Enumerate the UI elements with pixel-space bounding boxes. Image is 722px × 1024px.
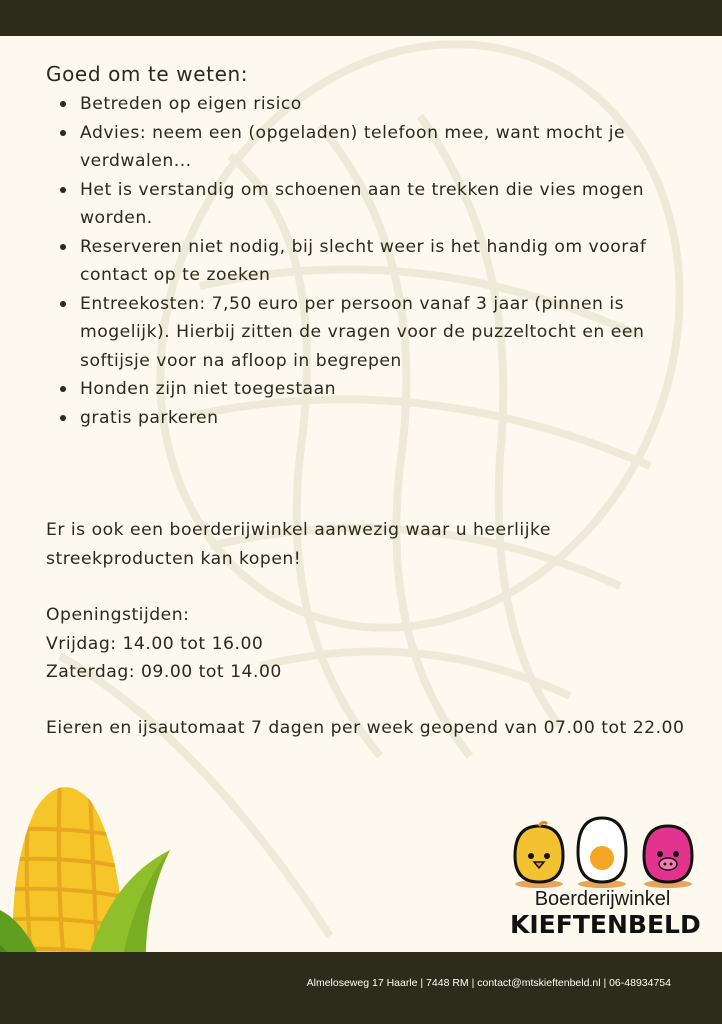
egg-mascots-icon bbox=[510, 814, 695, 888]
footer-contact: Almeloseweg 17 Haarle | 7448 RM | contact@mtskieftenbeld.nl | 06-48934754 bbox=[306, 977, 671, 989]
info-section bbox=[46, 62, 686, 432]
opening-saturday: Zaterdag: 09.00 tot 14.00 bbox=[46, 662, 282, 682]
info-list bbox=[46, 90, 686, 432]
opening-title: Openingstijden: bbox=[46, 605, 190, 625]
list-item: Reserveren niet nodig, bij slecht weer is het handig om vooraf contact op te zoeken bbox=[80, 233, 686, 290]
list-item: Advies: neem een (opgeladen) telefoon mee, want mocht je verdwalen... bbox=[80, 119, 686, 176]
opening-friday: Vrijdag: 14.00 tot 16.00 bbox=[46, 633, 264, 654]
list-item: Entreekosten: 7,50 euro per persoon vanaf 3 jaar (pinnen is mogelijk). Hierbij zitten de vragen voor de puzzeltocht en een softijsje voor na afloop in begrepen bbox=[80, 290, 686, 376]
logo bbox=[510, 814, 701, 949]
list-item: gratis parkeren bbox=[80, 404, 686, 433]
opening-hours bbox=[46, 601, 686, 687]
logo-brand: KIEFTENBELD bbox=[510, 910, 701, 939]
list-item: Het is verstandig om schoenen aan te trekken die vies mogen worden. bbox=[80, 176, 686, 233]
logo-name: Boerderijwinkel bbox=[534, 888, 671, 910]
shop-note: Er is ook een boerderijwinkel aanwezig waar u heerlijke streekproducten kan kopen! bbox=[46, 520, 551, 569]
vending-note: Eieren en ijsautomaat 7 dagen per week geopend van 07.00 tot 22.00 bbox=[46, 718, 685, 738]
list-item: Betreden op eigen risico bbox=[80, 90, 686, 119]
list-item: Honden zijn niet toegestaan bbox=[80, 375, 686, 404]
section-heading: Goed om te weten: bbox=[46, 62, 249, 86]
top-bar bbox=[0, 0, 722, 36]
footer-bar bbox=[0, 952, 722, 1024]
